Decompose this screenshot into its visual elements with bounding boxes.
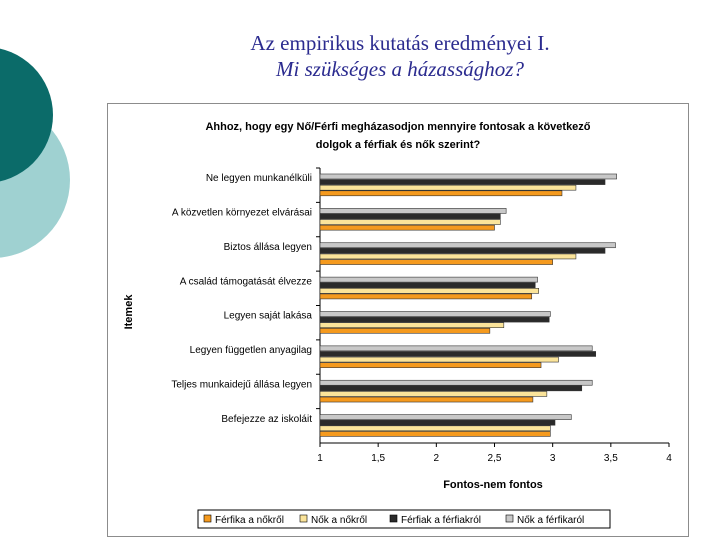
bar — [320, 391, 547, 396]
category-label: A család támogatását élvezze — [179, 276, 312, 288]
bar — [320, 311, 550, 316]
legend-label: Nők a nőkről — [311, 515, 368, 526]
chart-title-line1: Ahhoz, hogy egy Nő/Férfi megházasodjon mennyire fontosak a következő — [205, 121, 591, 133]
bar — [320, 351, 596, 356]
y-axis-label: Itemek — [123, 294, 135, 330]
plot-area — [171, 168, 672, 464]
legend-swatch — [204, 515, 211, 522]
x-tick-label: 1 — [317, 453, 323, 464]
category-label: Befejezze az iskoláit — [221, 413, 312, 425]
x-tick-label: 2,5 — [487, 453, 502, 464]
category-label: Legyen független anyagilag — [189, 345, 312, 357]
bar — [320, 346, 592, 351]
bar-chart — [108, 104, 688, 536]
legend-label: Nők a férfikaról — [517, 515, 585, 526]
legend-label: Férfika a nőkről — [215, 515, 284, 526]
decorative-circles — [0, 0, 80, 300]
slide-title-line1: Az empirikus kutatás eredményei I. — [250, 31, 550, 55]
bar — [320, 323, 504, 328]
bar — [320, 363, 541, 368]
bar — [320, 420, 555, 425]
bar — [320, 277, 538, 282]
bar — [320, 426, 550, 431]
bar — [320, 317, 549, 322]
bar — [320, 431, 550, 436]
slide-title-line2: Mi szükséges a házassághoz? — [276, 57, 524, 81]
bar — [320, 208, 506, 213]
bar — [320, 225, 495, 230]
bar — [320, 214, 500, 219]
bar — [320, 294, 532, 299]
x-tick-label: 3,5 — [603, 453, 618, 464]
slide-title — [150, 30, 650, 82]
bar — [320, 180, 605, 185]
legend — [198, 510, 610, 528]
legend-label: Férfiak a férfiakról — [401, 515, 482, 526]
bar — [320, 174, 617, 179]
chart-frame — [107, 103, 689, 537]
bar — [320, 415, 571, 420]
bar — [320, 185, 576, 190]
bar — [320, 243, 615, 248]
bar — [320, 191, 562, 196]
bar — [320, 248, 605, 253]
bar — [320, 386, 582, 391]
legend-swatch — [390, 515, 397, 522]
bar — [320, 260, 553, 265]
chart-title-line2: dolgok a férfiak és nők szerint? — [315, 139, 481, 151]
bar — [320, 397, 533, 402]
bar — [320, 220, 500, 225]
bar — [320, 283, 535, 288]
legend-swatch — [300, 515, 307, 522]
x-tick-label: 1,5 — [371, 453, 386, 464]
category-label: Biztos állása legyen — [223, 241, 312, 253]
x-tick-label: 4 — [666, 453, 672, 464]
category-label: Teljes munkaidejű állása legyen — [171, 379, 312, 391]
bar — [320, 357, 558, 362]
x-axis-label: Fontos-nem fontos — [443, 479, 543, 491]
category-label: Legyen saját lakása — [223, 310, 312, 322]
bar — [320, 328, 490, 333]
legend-swatch — [506, 515, 513, 522]
bar — [320, 380, 592, 385]
category-label: Ne legyen munkanélküli — [205, 173, 312, 185]
bar — [320, 254, 576, 259]
category-label: A közvetlen környezet elvárásai — [171, 207, 312, 219]
x-tick-label: 3 — [549, 453, 556, 464]
x-tick-label: 2 — [433, 453, 440, 464]
bar — [320, 288, 539, 293]
